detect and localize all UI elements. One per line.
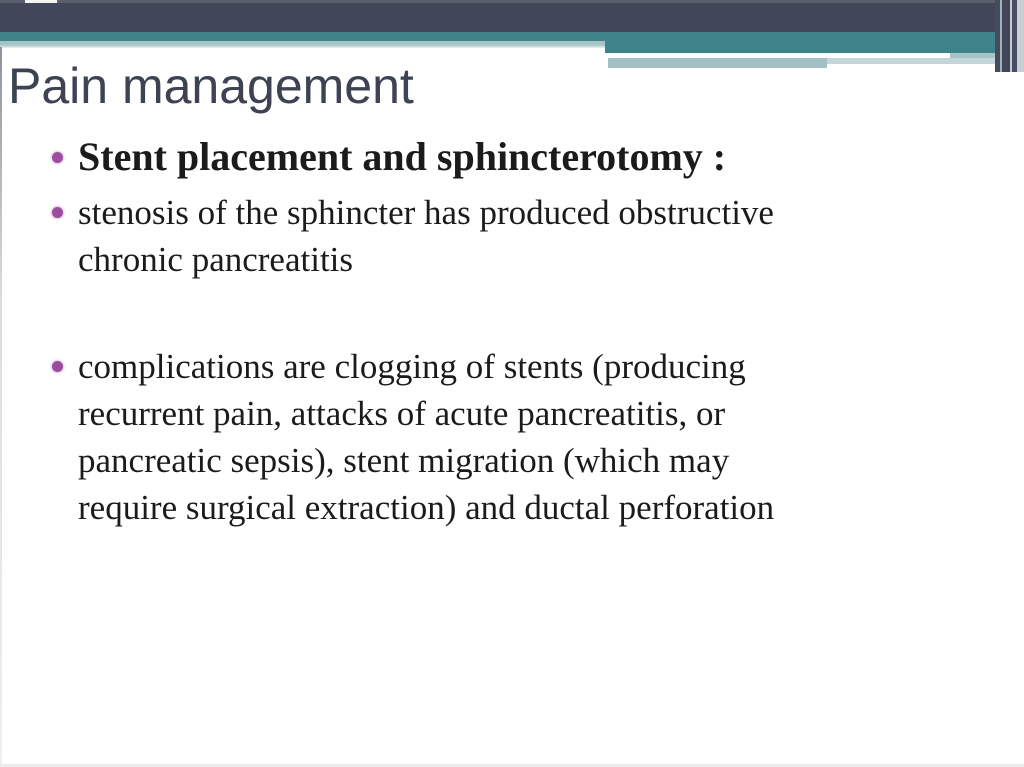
bullet-list: [48, 131, 998, 537]
bullet-icon: [52, 361, 63, 372]
slide-title: Pain management: [8, 58, 414, 114]
bullet-text: [78, 189, 998, 283]
header-light-band-right: [608, 58, 827, 68]
bullet-text-line: complications are clogging of stents (producing: [78, 347, 746, 386]
bullet-text-line: stenosis of the sphincter has produced obstructive: [78, 193, 774, 232]
bullet-text-line: pancreatic sepsis), stent migration (which may: [78, 441, 730, 480]
bullet-text-line: Stent placement and sphincterotomy :: [78, 134, 727, 179]
corner-stripe: [1002, 0, 1010, 72]
bullet-text: [78, 131, 998, 183]
bullet-item: [48, 343, 998, 531]
header-teal-block-right: [605, 32, 995, 53]
bullet-text-line: chronic pancreatitis: [78, 240, 354, 279]
bullet-item: [48, 131, 998, 183]
header-light-band-left: [0, 41, 605, 48]
paragraph-gap: [48, 289, 998, 343]
bullet-icon: [52, 152, 63, 163]
bullet-text-line: require surgical extraction) and ductal perforation: [78, 488, 775, 527]
header-lighter-band: [827, 58, 995, 64]
bullet-text: [78, 343, 998, 531]
bullet-text-line: recurrent pain, attacks of acute pancreatitis, or: [78, 394, 726, 433]
bullet-icon: [52, 207, 63, 218]
corner-stripe: [1017, 0, 1024, 72]
slide-left-edge: [0, 47, 2, 765]
header-dark-bar: [0, 3, 1024, 32]
bullet-item: [48, 189, 998, 283]
